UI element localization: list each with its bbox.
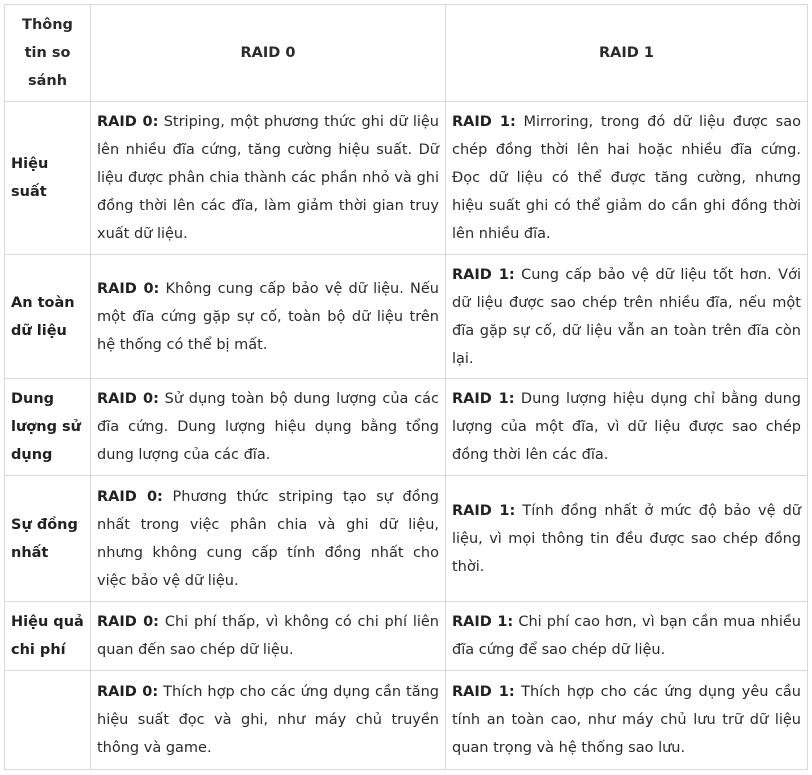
raid0-safety-text: Không cung cấp bảo vệ dữ liệu. Nếu một đĩa cứng gặp sự cố, toàn bộ dữ liệu trên hệ thống có thể bị mất. — [97, 280, 440, 353]
raid1-tag: RAID 1: — [452, 266, 515, 283]
raid0-capacity-cell — [91, 379, 446, 476]
raid0-safety-cell — [91, 255, 446, 379]
raid0-performance-cell — [91, 102, 446, 255]
row-label-consistency: Sự đồng nhất — [5, 476, 91, 602]
row-label-performance: Hiệu suất — [5, 102, 91, 255]
corner-header: Thông tin so sánh — [5, 5, 91, 102]
table-row — [5, 671, 808, 770]
raid1-consistency-cell — [446, 476, 808, 602]
table-row — [5, 102, 808, 255]
raid0-consistency-cell — [91, 476, 446, 602]
raid1-tag: RAID 1: — [452, 502, 516, 519]
raid1-tag: RAID 1: — [452, 614, 514, 630]
table-row — [5, 255, 808, 379]
raid0-tag: RAID 0: — [97, 114, 159, 130]
table-row — [5, 476, 808, 602]
row-label-empty — [5, 671, 91, 770]
raid0-cost-text: Chi phí thấp, vì không có chi phí liên quan đến sao chép dữ liệu. — [97, 614, 439, 658]
raid1-performance-cell — [446, 102, 808, 255]
raid0-tag: RAID 0: — [97, 280, 160, 297]
raid1-cost-cell — [446, 602, 808, 671]
row-label-cost: Hiệu quả chi phí — [5, 602, 91, 671]
raid0-capacity-text: Sử dụng toàn bộ dung lượng của các đĩa cứng. Dung lượng hiệu dụng bằng tổng dung lượng của các đĩa. — [97, 391, 439, 463]
raid0-tag: RAID 0: — [97, 391, 159, 407]
raid0-tag: RAID 0: — [97, 488, 163, 505]
raid1-usecase-cell — [446, 671, 808, 770]
row-label-capacity: Dung lượng sử dụng — [5, 379, 91, 476]
raid0-tag: RAID 0: — [97, 614, 159, 630]
raid1-usecase-text: Thích hợp cho các ứng dụng yêu cầu tính an toàn cao, như máy chủ lưu trữ dữ liệu quan trọng và hệ thống sao lưu. — [452, 684, 801, 756]
raid0-column-header: RAID 0 — [91, 5, 446, 102]
raid1-column-header: RAID 1 — [446, 5, 808, 102]
raid0-cost-cell — [91, 602, 446, 671]
table-row — [5, 602, 808, 671]
raid1-capacity-cell — [446, 379, 808, 476]
raid0-tag: RAID 0: — [97, 684, 159, 700]
raid1-tag: RAID 1: — [452, 114, 516, 130]
raid1-safety-text: Cung cấp bảo vệ dữ liệu tốt hơn. Với dữ liệu được sao chép trên nhiều đĩa, nếu một đĩa gặp sự cố, dữ liệu vẫn an toàn trên đĩa còn lại. — [452, 266, 801, 367]
raid0-usecase-cell — [91, 671, 446, 770]
raid0-usecase-text: Thích hợp cho các ứng dụng cần tăng hiệu suất đọc và ghi, như máy chủ truyền thông và game. — [97, 684, 439, 756]
raid1-capacity-text: Dung lượng hiệu dụng chỉ bằng dung lượng của một đĩa, vì dữ liệu được sao chép đồng thời lên các đĩa. — [452, 391, 801, 463]
raid-comparison-table — [4, 4, 808, 770]
raid1-cost-text: Chi phí cao hơn, vì bạn cần mua nhiều đĩa cứng để sao chép dữ liệu. — [452, 614, 801, 658]
raid1-tag: RAID 1: — [452, 391, 515, 407]
raid1-performance-text: Mirroring, trong đó dữ liệu được sao chép đồng thời lên hai hoặc nhiều đĩa cứng. Đọc dữ liệu có thể được tăng cường, nhưng hiệu suất ghi có thể giảm do cần ghi đồng thời lên nhiều đĩa. — [452, 114, 801, 242]
raid0-performance-text: Striping, một phương thức ghi dữ liệu lên nhiều đĩa cứng, tăng cường hiệu suất. Dữ liệu được phân chia thành các phần nhỏ và ghi đồng thời lên các đĩa, làm giảm thời gian truy xuất dữ liệu. — [97, 114, 439, 242]
raid1-safety-cell — [446, 255, 808, 379]
row-label-data-safety: An toàn dữ liệu — [5, 255, 91, 379]
raid1-tag: RAID 1: — [452, 684, 515, 700]
raid0-consistency-text: Phương thức striping tạo sự đồng nhất trong việc phân chia và ghi dữ liệu, nhưng không cung cấp tính đồng nhất cho việc bảo vệ dữ liệu. — [97, 488, 440, 589]
header-row — [5, 5, 808, 102]
raid1-consistency-text: Tính đồng nhất ở mức độ bảo vệ dữ liệu, vì mọi thông tin đều được sao chép đồng thời. — [452, 502, 801, 575]
table-row — [5, 379, 808, 476]
